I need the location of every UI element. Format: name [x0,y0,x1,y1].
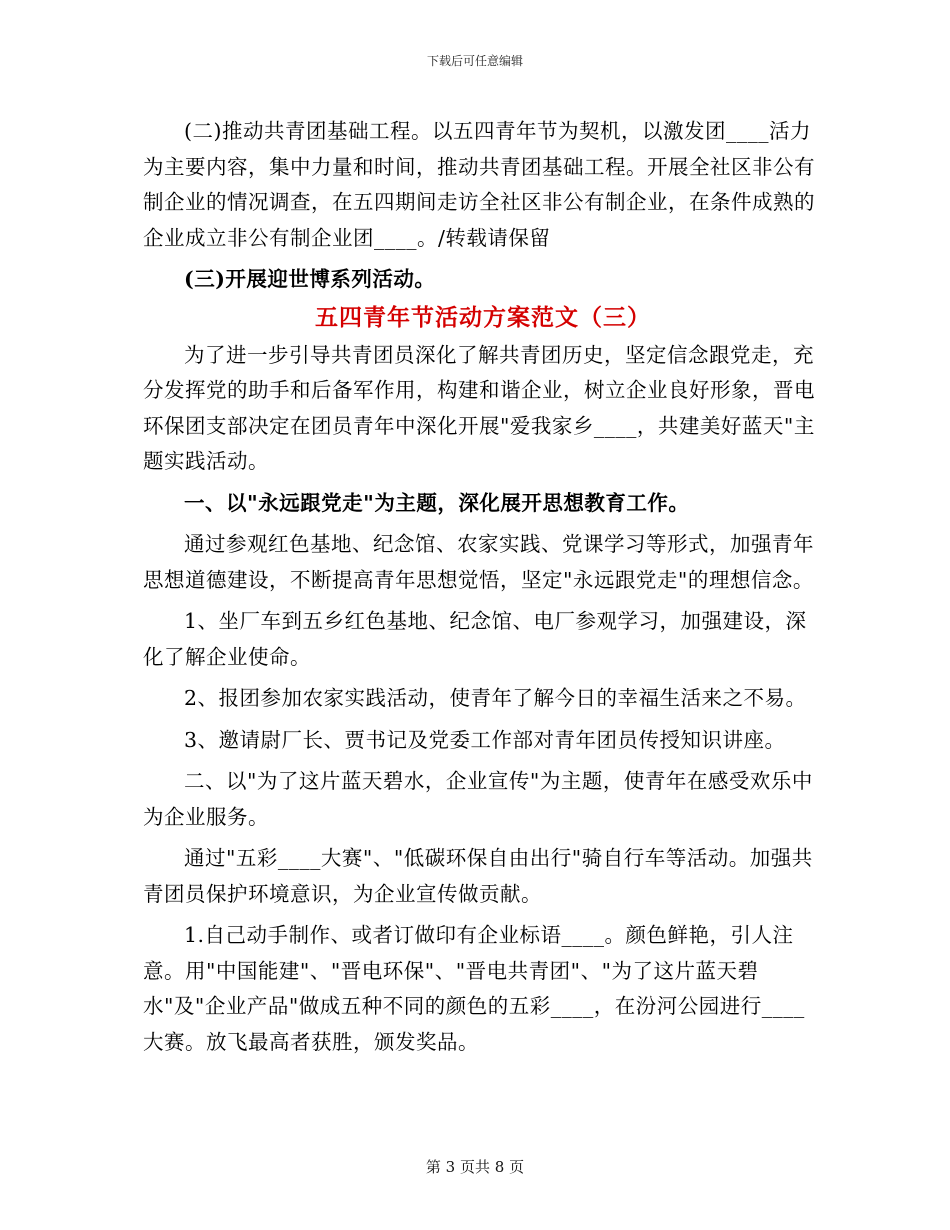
page-footer: 第 3 页共 8 页 [425,1158,525,1176]
part1-item-1: 1、坐厂车到五乡红色基地、纪念馆、电厂参观学习，加强建设，深化了解企业使命。 [143,609,807,669]
section-title: 五四青年节活动方案范文（三） [315,303,651,331]
document-body [143,114,823,1060]
part1-heading: 一、以"永远跟党走"为主题，深化展开思想教育工作。 [184,490,690,515]
page-header: 下载后可任意编辑 [426,54,523,68]
part1-body: 通过参观红色基地、纪念馆、农家实践、党课学习等形式，加强青年思想道德建设，不断提高青年思想觉悟，坚定"永远跟党走"的理想信念。 [143,532,814,592]
subheading-3: (三)开展迎世博系列活动。 [184,267,436,291]
part2-body: 通过"五彩____大赛"、"低碳环保自由出行"骑自行车等活动。加强共青团员保护环境意识，为企业宣传做贡献。 [143,846,813,906]
part2-item-1: 1.自己动手制作、或者订做印有企业标语____。颜色鲜艳，引人注意。用"中国能建"、"晋电环保"、"晋电共青团"、"为了这片蓝天碧水"及"企业产品"做成五种不同的颜色的五彩____，在汾河公园进行____大赛。放飞最高者获胜，颁发奖品。 [143,923,805,1054]
paragraph-2: (二)推动共青团基础工程。以五四青年节为契机，以激发团____活力为主要内容，集中力量和时间，推动共青团基础工程。开展全社区非公有制企业的情况调查，在五四期间走访全社区非公有制企业，在条件成熟的企业成立非公有制企业团____。/转载请保留 [143,119,815,250]
part1-item-2: 2、报团参加农家实践活动，使青年了解今日的幸福生活来之不易。 [184,686,807,710]
intro-paragraph: 为了进一步引导共青团员深化了解共青团历史，坚定信念跟党走，充分发挥党的助手和后备军作用，构建和谐企业，树立企业良好形象，晋电环保团支部决定在团员青年中深化开展"爱我家乡____，共建美好蓝天"主题实践活动。 [143,342,815,473]
part2-heading: 二、以"为了这片蓝天碧水，企业宣传"为主题，使青年在感受欢乐中为企业服务。 [143,769,813,829]
part1-item-3: 3、邀请尉厂长、贾书记及党委工作部对青年团员传授知识讲座。 [184,727,786,752]
